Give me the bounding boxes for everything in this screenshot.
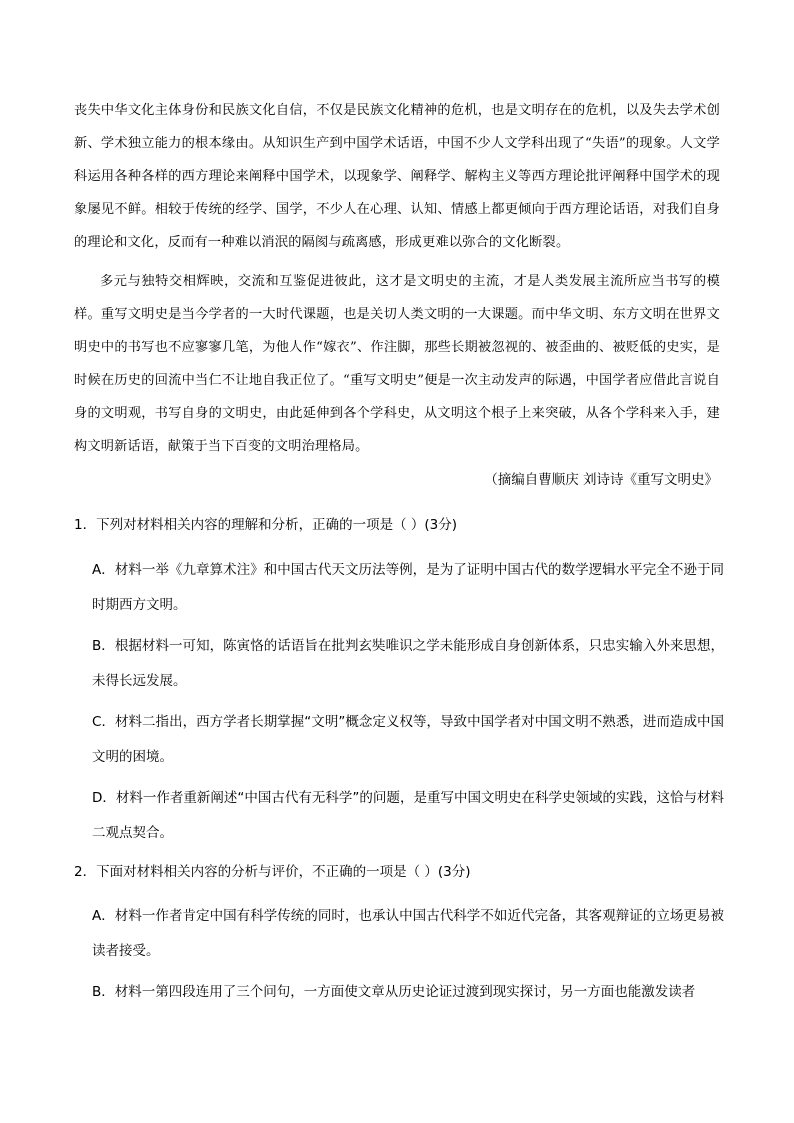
source-citation: （摘编自曹顺庆 刘诗诗《重写文明史》 bbox=[484, 472, 718, 488]
question-1-option-d: D．材料一作者重新阐述“中国古代有无科学”的问题，是重写中国文明史在科学史领域的实践，这恰与材料二观点契合。 bbox=[92, 790, 724, 841]
question-1-option-b: B．根据材料一可知，陈寅恪的话语旨在批判玄奘唯识之学未能形成自身创新体系，只忠实输入外来思想，未得长远发展。 bbox=[92, 638, 724, 689]
question-2-stem: 2．下面对材料相关内容的分析与评价，不正确的一项是（ ）(3分) bbox=[74, 864, 471, 880]
question-1-stem: 1．下列对材料相关内容的理解和分析，正确的一项是（ ）(3分) bbox=[74, 517, 458, 533]
question-1-option-c: C．材料二指出，西方学者长期掌握“文明”概念定义权等，导致中国学者对中国文明不熟悉，进而造成中国文明的困境。 bbox=[92, 714, 724, 765]
question-1-option-a: A．材料一举《九章算术注》和中国古代天文历法等例，是为了证明中国古代的数学逻辑水平完全不逊于同时期西方文明。 bbox=[92, 562, 724, 613]
question-2-option-a: A．材料一作者肯定中国有科学传统的同时，也承认中国古代科学不如近代完备，其客观辩证的立场更易被读者接受。 bbox=[92, 908, 724, 959]
passage-paragraph-2: 多元与独特交相辉映，交流和互鉴促进彼此，这才是文明史的主流，才是人类发展主流所应当书写的模样。重写文明史是当今学者的一大时代课题，也是关切人类文明的一大课题。而中华文明、东方文明在世界文明史中的书写也不应寥寥几笔，为他人作“嫁衣”、作注脚，那些长期被忽视的、被歪曲的、被贬低的史实，是时候在历史的回流中当仁不让地自我正位了。“重写文明史”便是一次主动发声的际遇，中国学者应借此言说自身的文明观，书写自身的文明史，由此延伸到各个学科史，从文明这个根子上来突破，从各个学科来入手，建构文明新话语，献策于当下百变的文明治理格局。 bbox=[74, 274, 720, 454]
question-2-option-b: B．材料一第四段连用了三个问句，一方面使文章从历史论证过渡到现实探讨，另一方面也能激发读者 bbox=[92, 984, 696, 1000]
passage-paragraph-1: 丧失中华文化主体身份和民族文化自信，不仅是民族文化精神的危机，也是文明存在的危机，以及失去学术创新、学术独立能力的根本缘由。从知识生产到中国学术话语，中国不少人文学科出现了“失语”的现象。人文学科运用各种各样的西方理论来阐释中国学术，以现象学、阐释学、解构主义等西方理论批评阐释中国学术的现象屡见不鲜。相较于传统的经学、国学，不少人在心理、认知、情感上都更倾向于西方理论话语，对我们自身的理论和文化，反而有一种难以消泯的隔阂与疏离感，形成更难以弥合的文化断裂。 bbox=[74, 103, 720, 250]
